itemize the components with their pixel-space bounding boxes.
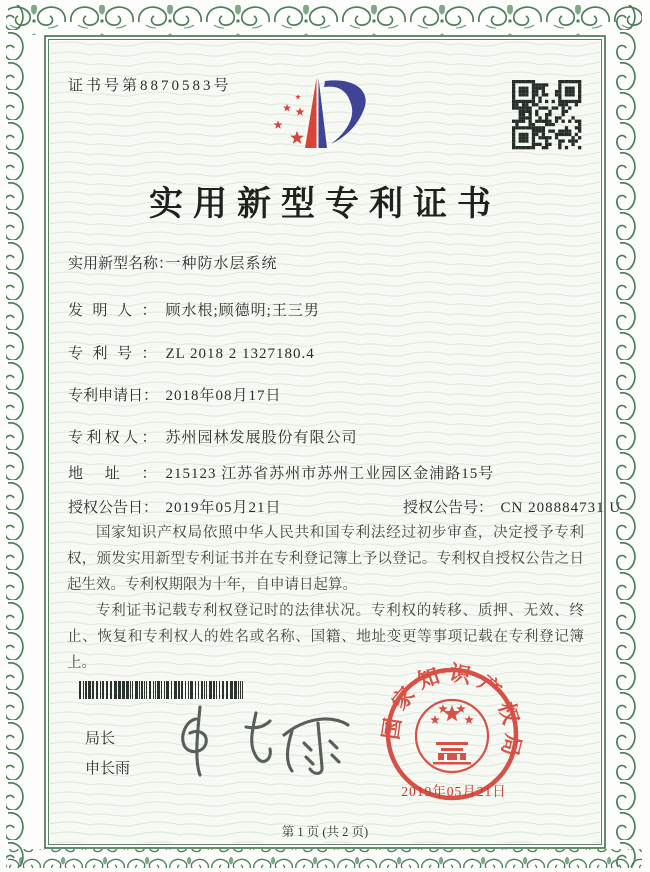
field-value: 一种防水层系统 [165, 256, 278, 272]
field-row-name [68, 252, 278, 273]
field-label: 实用新型名称： [68, 256, 174, 272]
legal-paragraph-2: 专利证书记载专利权登记时的法律状况。专利权的转移、质押、无效、终止、恢复和专利权人的姓名或名称、国籍、地址变更等事项记载在专利登记簿上。 [67, 603, 584, 671]
signer-block [85, 724, 130, 784]
field-label: 专利申请日： [68, 388, 159, 404]
field-label: 专利号： [68, 346, 157, 362]
field-row-grant [68, 496, 622, 517]
field-value: ZL 2018 2 1327180.4 [165, 346, 315, 362]
certificate-title: 实用新型专利证书 [149, 186, 501, 223]
field-label: 地址： [68, 466, 157, 482]
grant-date-value: 2019年05月21日 [165, 500, 282, 516]
seal-text: 国家知识产权局 [378, 660, 526, 766]
page-number: 第 1 页 (共 2 页) [281, 825, 369, 839]
grant-date-label: 授权公告日： [68, 500, 159, 516]
field-row-filing-date [68, 384, 282, 405]
field-row-patentee [68, 426, 358, 447]
certificate-number: 证书号第8870583号 [68, 78, 232, 94]
signer-name: 申长雨 [85, 761, 131, 777]
field-value: 215123 江苏省苏州市苏州工业园区金浦路15号 [165, 466, 495, 482]
field-label: 发明人： [68, 303, 157, 319]
legal-text [67, 520, 584, 676]
qr-code-icon [512, 80, 582, 150]
field-value: 顾水根;顾德明;王三男 [165, 303, 320, 319]
grant-no-value: CN 208884731 U [500, 500, 622, 516]
signature-icon [160, 701, 360, 793]
field-row-address [68, 462, 494, 483]
seal-date: 2019年05月21日 [401, 784, 507, 799]
cnipa-logo-icon [248, 78, 408, 183]
field-value: 2018年08月17日 [165, 388, 282, 404]
legal-paragraph-1: 国家知识产权局依照中华人民共和国专利法经过初步审查，决定授予专利权，颁发实用新型专利证书并在专利登记簿上予以登记。专利权自授权公告之日起生效。专利权期限为十年，自申请日起算。 [67, 525, 584, 593]
barcode-icon [78, 680, 250, 700]
field-row-inventors [68, 299, 320, 320]
grant-no-label: 授权公告号： [403, 500, 494, 516]
field-label: 专利权人： [68, 430, 157, 446]
field-row-patent-number [68, 342, 315, 363]
field-value: 苏州园林发展股份有限公司 [165, 430, 358, 446]
signer-title: 局长 [85, 731, 116, 747]
